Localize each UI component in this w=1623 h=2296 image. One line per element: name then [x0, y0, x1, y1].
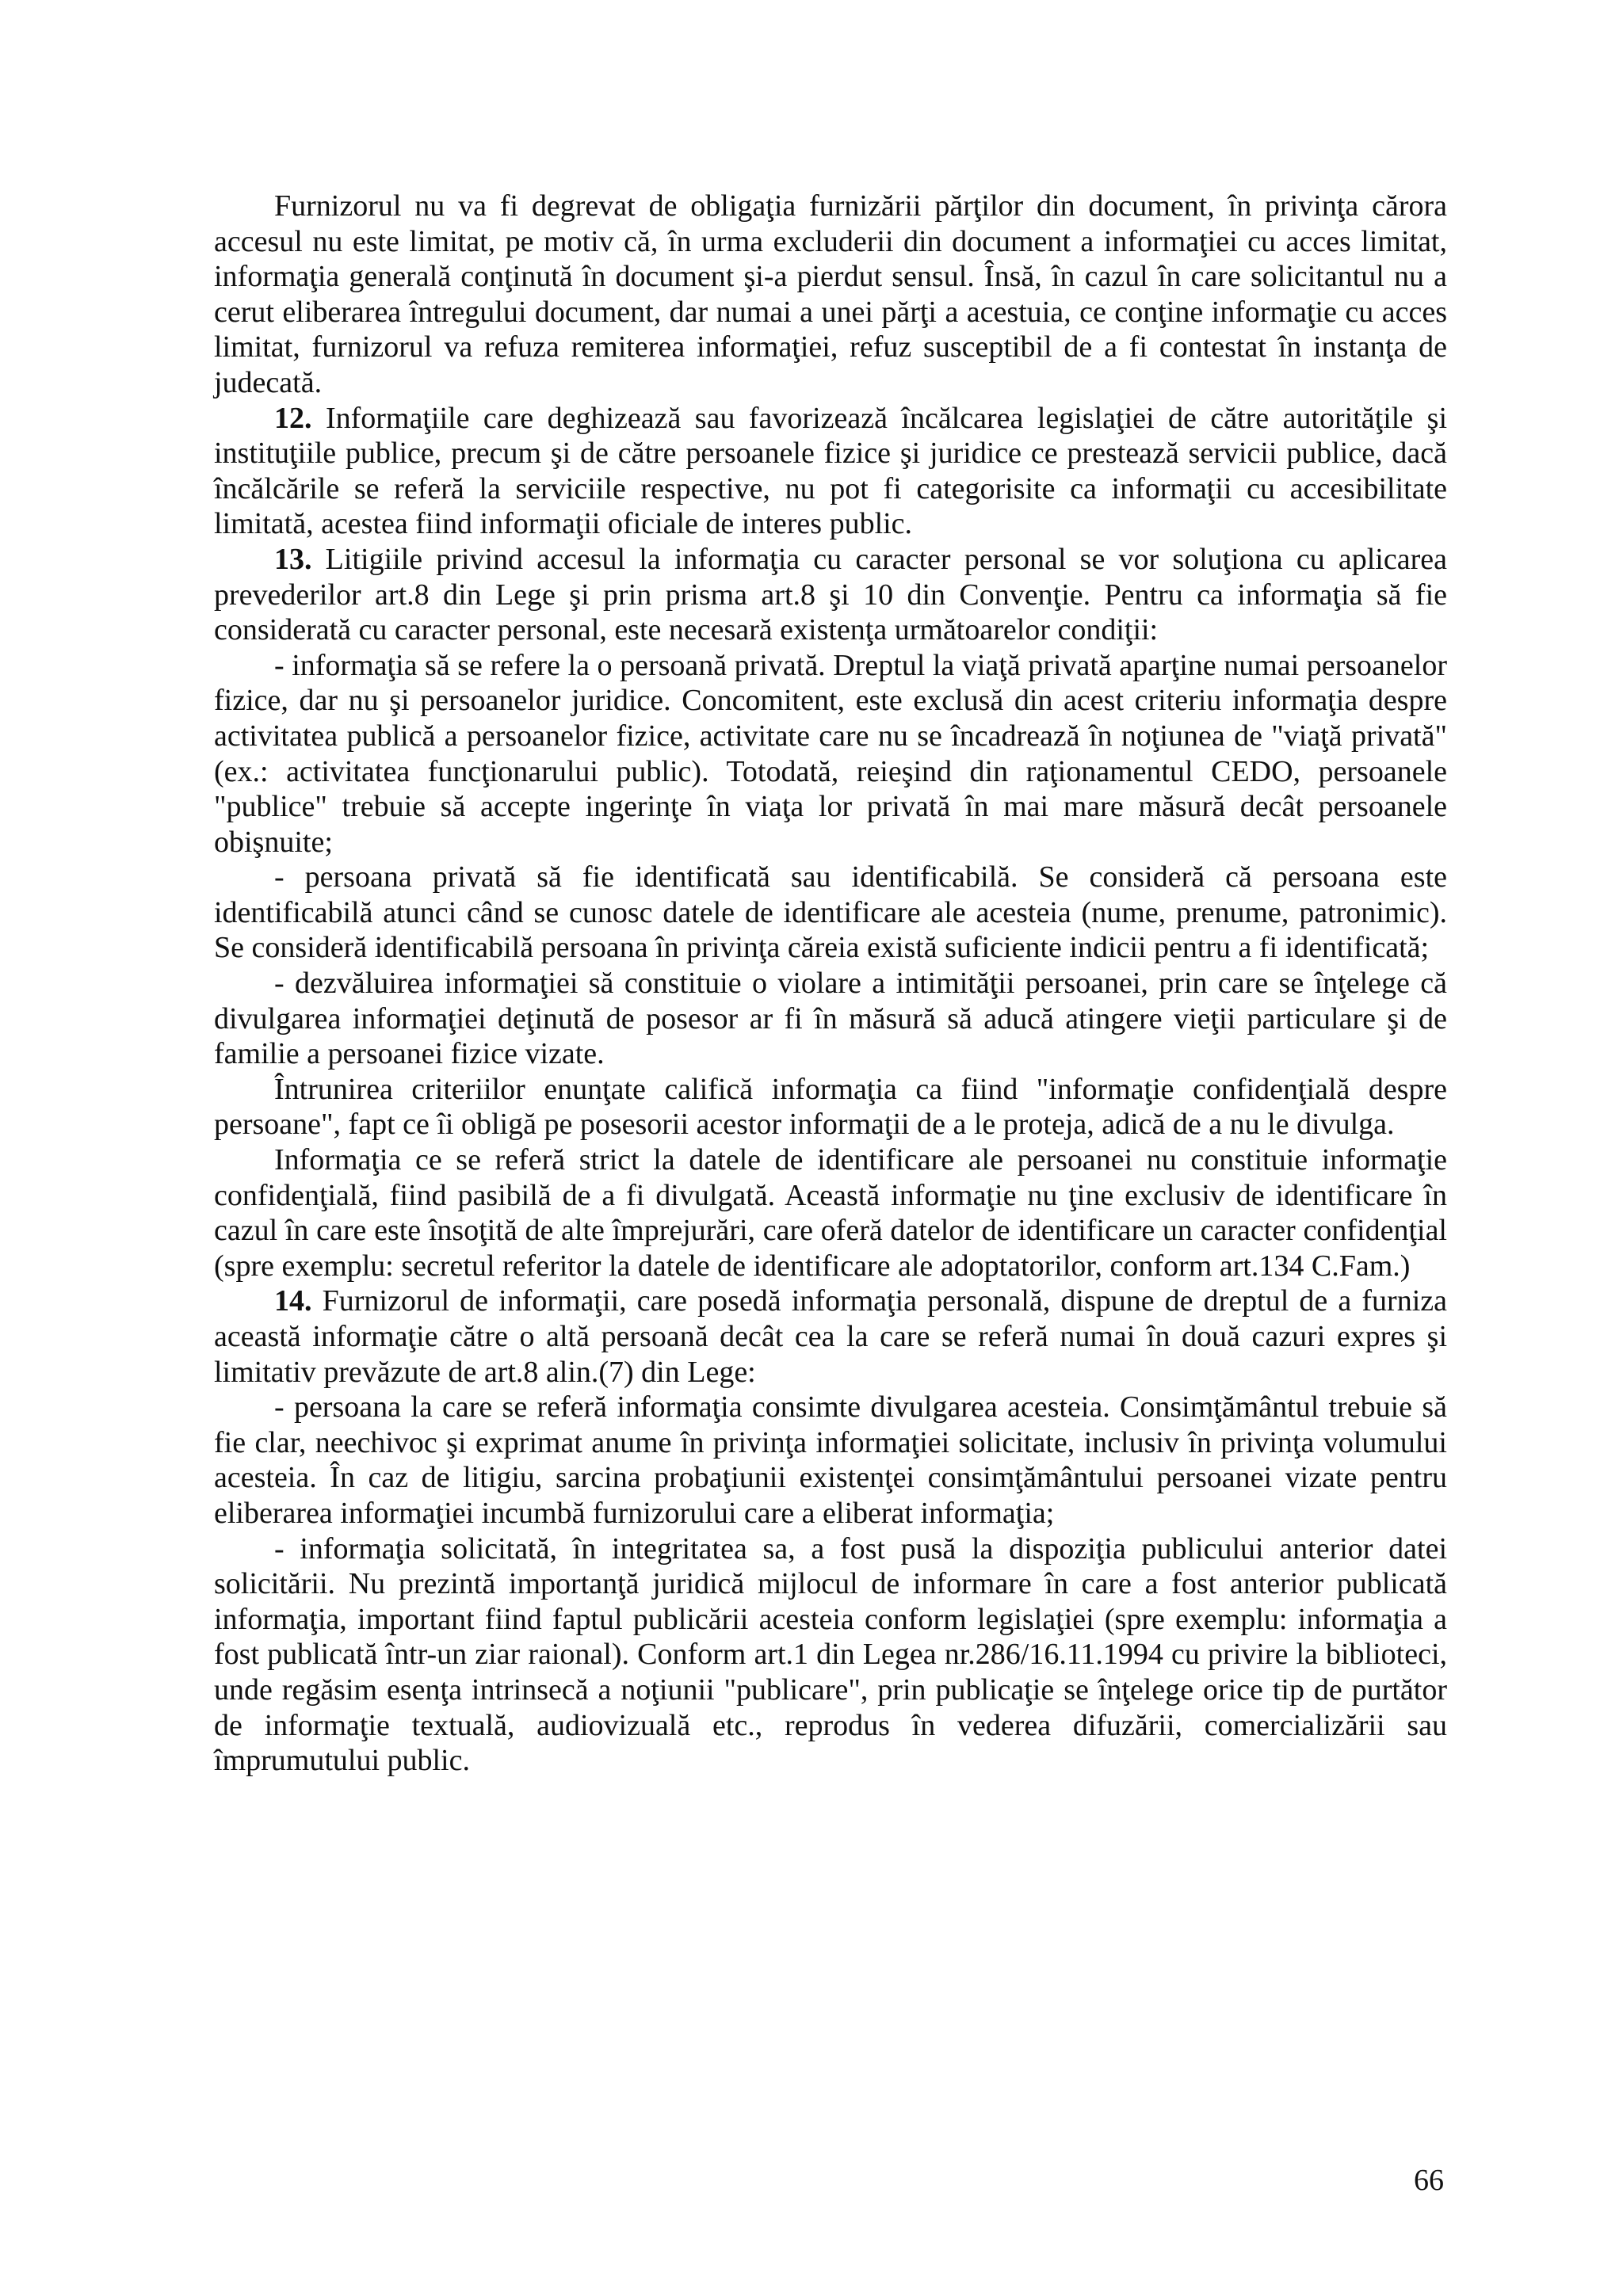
document-body: [214, 189, 1447, 1779]
paragraph: [214, 966, 1447, 1072]
paragraph-text: Furnizorul nu va fi degrevat de obligaţia furnizării părţilor din document, în privinţa cărora accesul nu este limitat, pe motiv că, în urma excluderii din document a informaţiei cu acces limitat, informaţia generală conţinută în document şi-a pierdut sensul. Însă, în cazul în care solicitantul nu a cerut eliberarea întregului document, dar numai a unei părţi a acestuia, ce conţine informaţie cu acces limitat, furnizorul va refuza remiterea informaţiei, refuz susceptibil de a fi contestat în instanţa de judecată.: [214, 189, 1447, 399]
paragraph-number: 12.: [274, 401, 312, 435]
paragraph: [214, 1531, 1447, 1779]
paragraph: [214, 648, 1447, 860]
paragraph-number: 13.: [274, 542, 312, 576]
paragraph: [214, 1390, 1447, 1531]
paragraph-text: Furnizorul de informaţii, care posedă informaţia personală, dispune de dreptul de a furniza această informaţie către o altă persoană decât cea la care se referă numai în două cazuri expres şi limitativ prevăzute de art.8 alin.(7) din Lege:: [214, 1284, 1447, 1389]
paragraph-text: Litigiile privind accesul la informaţia cu caracter personal se vor soluţiona cu aplicarea prevederilor art.8 din Lege şi prin prisma art.8 şi 10 din Convenţie. Pentru ca informaţia să fie considerată cu caracter personal, este necesară existenţa următoarelor condiţii:: [214, 542, 1447, 647]
paragraph-text: - persoana privată să fie identificată sau identificabilă. Se consideră că persoana este identificabilă atunci când se cunosc datele de identificare ale acesteia (nume, prenume, patronimic). Se consideră identificabilă persoana în privinţa căreia există suficiente indicii pentru a fi identificată;: [214, 860, 1447, 965]
paragraph: [214, 1142, 1447, 1283]
paragraph: [214, 401, 1447, 542]
paragraph: [214, 189, 1447, 401]
paragraph: [214, 860, 1447, 966]
paragraph: [214, 1283, 1447, 1390]
paragraph-text: Întrunirea criteriilor enunţate califică informaţia ca fiind "informaţie confidenţială despre persoane", fapt ce îi obligă pe posesorii acestor informaţii de a le proteja, adică de a nu le divulga.: [214, 1072, 1447, 1142]
paragraph-text: - informaţia solicitată, în integritatea sa, a fost pusă la dispoziţia publicului anterior datei solicitării. Nu prezintă importanţă juridică mijlocul de informare în care a fost anterior publicată informaţia, important fiind faptul publicării acesteia conform legislaţiei (spre exemplu: informaţia a fost publicată într-un ziar raional). Conform art.1 din Legea nr.286/16.11.1994 cu privire la biblioteci, unde regăsim esenţa intrinsecă a noţiunii "publicare", prin publicaţie se înţelege orice tip de purtător de informaţie textuală, audiovizuală etc., reprodus în vederea difuzării, comercializării sau împrumutului public.: [214, 1531, 1447, 1778]
paragraph-text: - informaţia să se refere la o persoană privată. Dreptul la viaţă privată aparţine numai persoanelor fizice, dar nu şi persoanelor juridice. Concomitent, este exclusă din acest criteriu informaţia despre activitatea publică a persoanelor fizice, activitate care nu se încadrează în noţiunea de "viaţă privată" (ex.: activitatea funcţionarului public). Totodată, reieşind din raţionamentul CEDO, persoanele "publice" trebuie să accepte ingerinţe în viaţa lor privată în mai mare măsură decât persoanele obişnuite;: [214, 648, 1447, 859]
paragraph-text: Informaţiile care deghizează sau favorizează încălcarea legislaţiei de către autorităţile şi instituţiile publice, precum şi de către persoanele fizice şi juridice ce prestează servicii publice, dacă încălcările se referă la serviciile respective, nu pot fi categorisite ca informaţii cu accesibilitate limitată, acestea fiind informaţii oficiale de interes public.: [214, 401, 1447, 541]
paragraph: [214, 1072, 1447, 1142]
page-number: 66: [1414, 2164, 1444, 2197]
paragraph: [214, 542, 1447, 648]
paragraph-text: - persoana la care se referă informaţia consimte divulgarea acesteia. Consimţământul trebuie să fie clar, neechivoc şi exprimat anume în privinţa informaţiei solicitate, inclusiv în privinţa volumului acesteia. În caz de litigiu, sarcina probaţiunii existenţei consimţământului persoanei vizate pentru eliberarea informaţiei incumbă furnizorului care a eliberat informaţia;: [214, 1390, 1447, 1530]
paragraph-number: 14.: [274, 1284, 312, 1318]
paragraph-text: - dezvăluirea informaţiei să constituie o violare a intimităţii persoanei, prin care se înţelege că divulgarea informaţiei deţinută de posesor ar fi în măsură să aducă atingere vieţii particulare şi de familie a persoanei fizice vizate.: [214, 967, 1447, 1071]
paragraph-text: Informaţia ce se referă strict la datele de identificare ale persoanei nu constituie informaţie confidenţială, fiind pasibilă de a fi divulgată. Această informaţie nu ţine exclusiv de identificare în cazul în care este însoţită de alte împrejurări, care oferă datelor de identificare un caracter confidenţial (spre exemplu: secretul referitor la datele de identificare ale adoptatorilor, conform art.134 C.Fam.): [214, 1143, 1447, 1283]
